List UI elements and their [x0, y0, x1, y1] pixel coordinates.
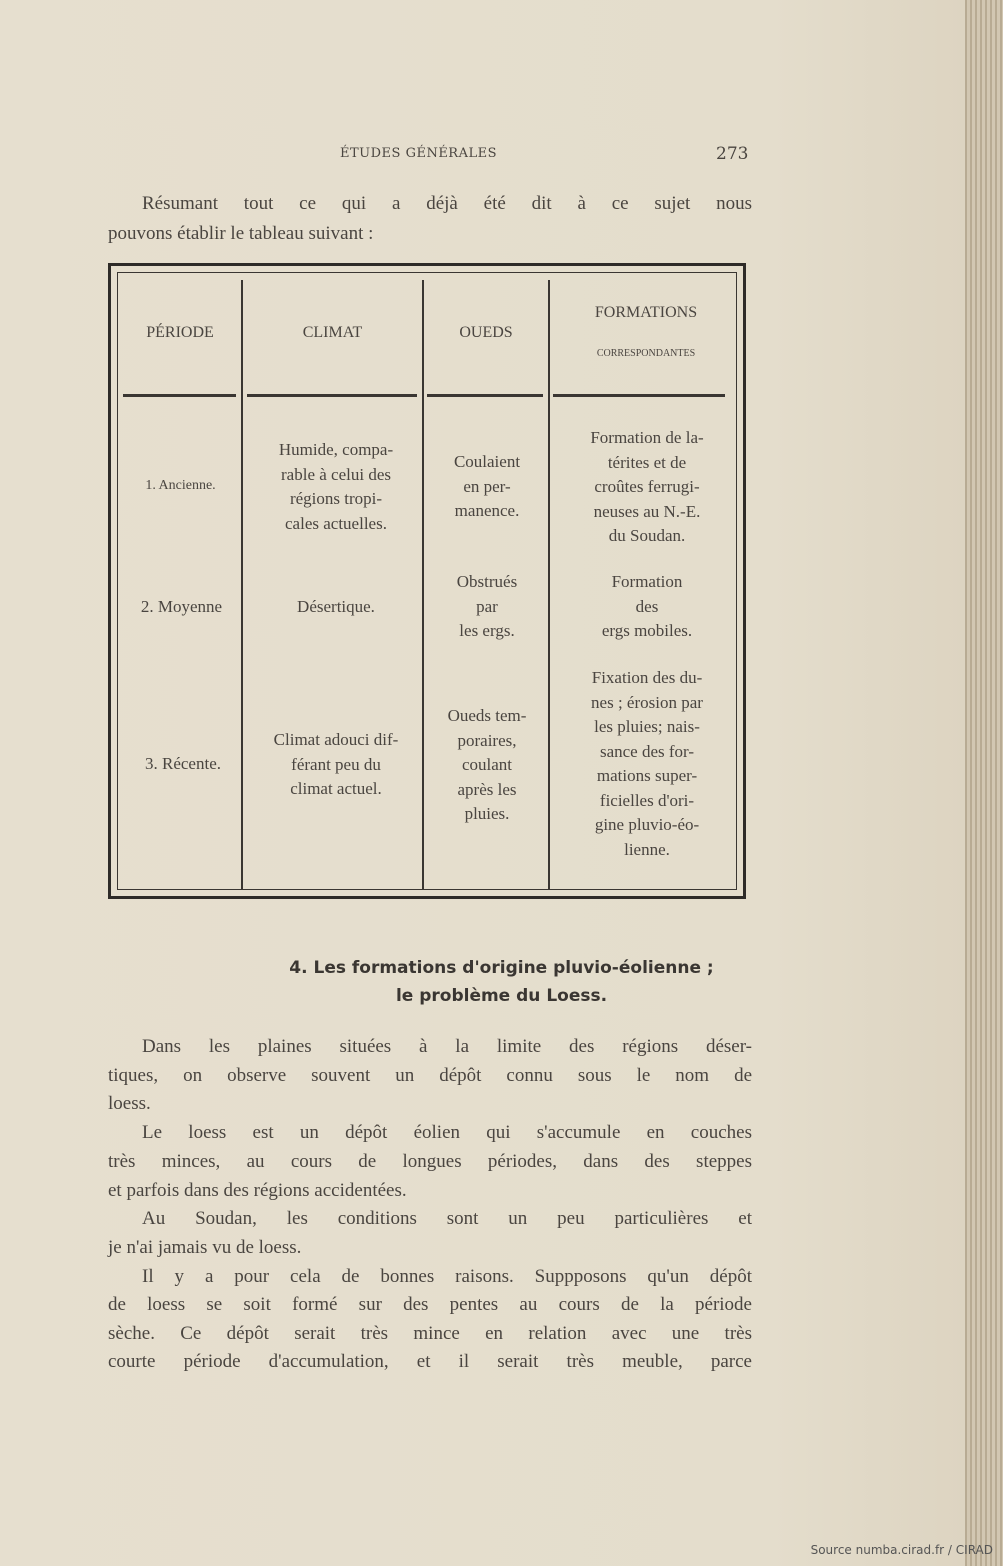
cell-periode: 2. Moyenne	[140, 597, 223, 616]
cell-periode: 1. Ancienne.	[145, 478, 216, 493]
intro-line: Résumant tout ce qui a déjà été dit à ce sujet nous	[142, 193, 752, 214]
body-line: Dans les plaines situées à la limite des régions déser-	[142, 1036, 752, 1057]
page-edges	[965, 0, 1003, 1566]
cell-climat: Humide, compa- rable à celui des régions tropi- cales actuelles.	[278, 440, 394, 533]
cell-oueds: Coulaient en per- manence.	[453, 452, 521, 520]
body-line: et parfois dans des régions accidentées.	[108, 1180, 407, 1201]
page-number: 273	[716, 144, 749, 164]
cell-formations: Formation des ergs mobiles.	[601, 572, 693, 640]
cell-periode: 3. Récente.	[145, 754, 221, 773]
cell-climat: Climat adouci dif- férant peu du climat actuel.	[273, 730, 399, 798]
section-title: 4. Les formations d'origine pluvio-éolienne ;	[289, 958, 714, 978]
body-line: Au Soudan, les conditions sont un peu particulières et	[142, 1208, 752, 1229]
cell-oueds: Obstrués par les ergs.	[456, 572, 518, 640]
intro-line: pouvons établir le tableau suivant :	[108, 223, 374, 244]
summary-table	[108, 263, 746, 899]
body-line: tiques, on observe souvent un dépôt connu sous le nom de	[108, 1065, 752, 1086]
body-line: très minces, au cours de longues périodes, dans des steppes	[108, 1151, 752, 1172]
body-line: Le loess est un dépôt éolien qui s'accumule en couches	[142, 1122, 752, 1143]
header-correspondantes: CORRESPONDANTES	[596, 348, 696, 359]
running-title: ÉTUDES GÉNÉRALES	[340, 146, 498, 161]
body-line: sèche. Ce dépôt serait très mince en relation avec une très	[108, 1323, 752, 1344]
body-line: Il y a pour cela de bonnes raisons. Suppposons qu'un dépôt	[142, 1266, 752, 1287]
body-line: de loess se soit formé sur des pentes au cours de la période	[108, 1294, 752, 1315]
section-subtitle: le problème du Loess.	[395, 986, 608, 1006]
source-credit: Source numba.cirad.fr / CIRAD	[810, 1543, 993, 1557]
body-line: courte période d'accumulation, et il serait très meuble, parce	[108, 1351, 752, 1372]
cell-formations: Formation de la- térites et de croûtes ferrugi- neuses au N.-E. du Soudan.	[590, 428, 704, 545]
body-line: je n'ai jamais vu de loess.	[108, 1237, 302, 1258]
header-periode: PÉRIODE	[146, 324, 214, 341]
cell-formations: Fixation des du- nes ; érosion par les pluies; nais- sance des for- mations super- ficielles d'ori- gine pluvio-éo- lienne.	[591, 668, 703, 859]
cell-climat: Désertique.	[297, 597, 375, 616]
header-climat: CLIMAT	[302, 324, 363, 341]
body-line: loess.	[108, 1093, 151, 1114]
header-formations: FORMATIONS	[594, 304, 698, 321]
cell-oueds: Oueds tem- poraires, coulant après les pluies.	[447, 706, 527, 823]
header-oueds: OUEDS	[459, 324, 513, 341]
